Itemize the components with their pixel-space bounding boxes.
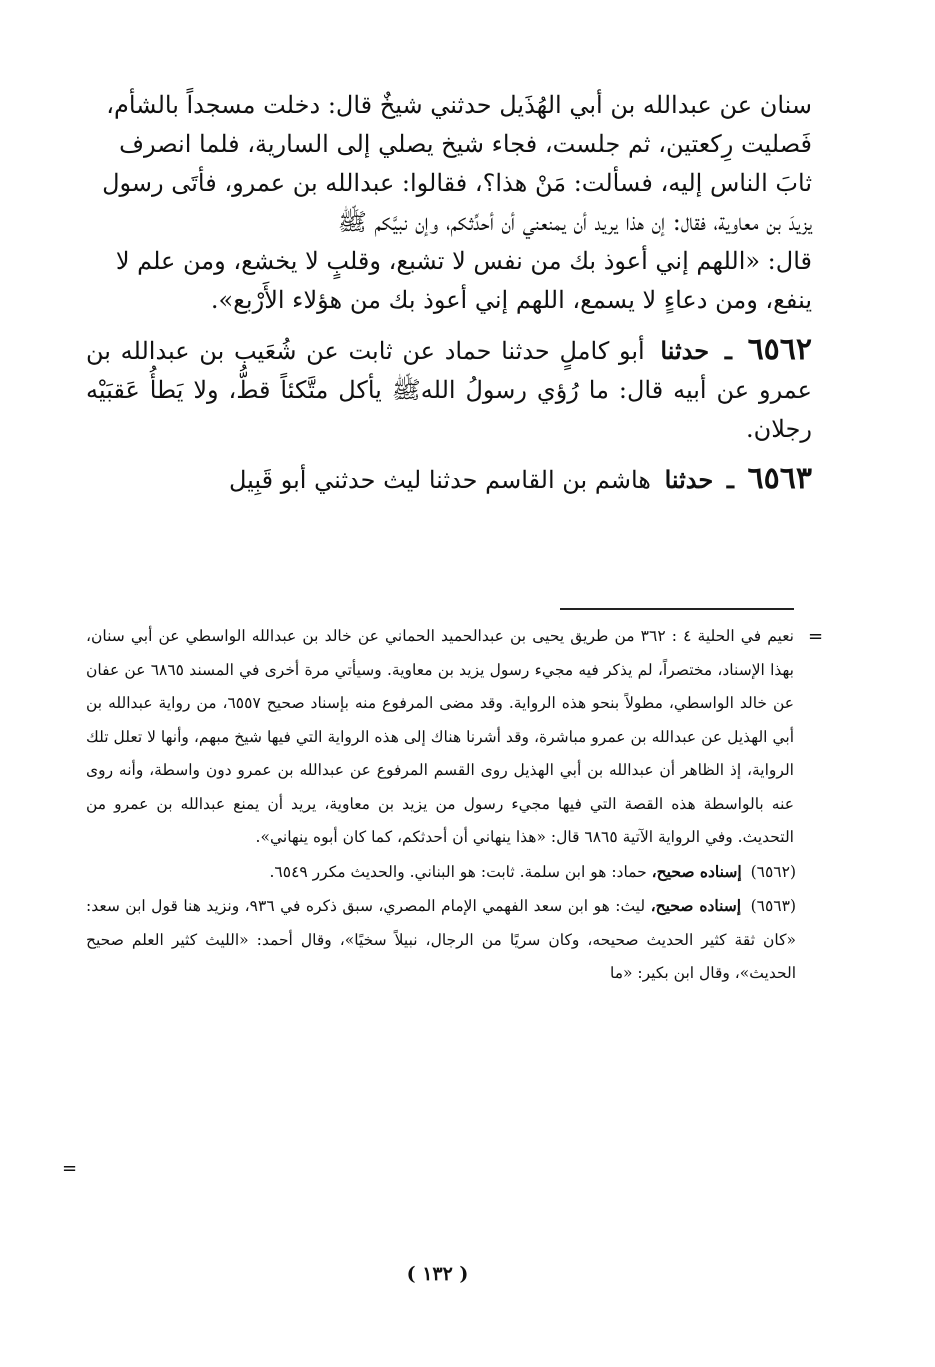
hadith-dash: ـ (724, 336, 732, 365)
footnote-head: إسناده صحيح، (650, 896, 742, 915)
intro-line: يزيدَ بن معاوية، فقال: إن هذا يريد أن يمنعني أن أحدِّثكم، وإن نبيَّكم ﷺ (337, 208, 812, 236)
footnote-divider (560, 608, 794, 610)
hadith-text: أبو كاملٍ حدثنا حماد عن ثابت عن شُعَيب بن عبدالله بن عمرو عن أبيه قال: ما رُؤي رسولُ اللهﷺ يأكل متَّكئاً قطُّ، ولا يَطأُ عَقبَيْه رجلان. (86, 337, 813, 443)
hadith-number: ٦٥٦٢ (747, 332, 813, 367)
footnote-continuation: نعيم في الحلية ٤ : ٣٦٢ من طريق يحيى بن عبدالحميد الحماني عن خالد بن عبدالله الواسطي عن أبي سنان، بهذا الإسناد، مختصراً، لم يذكر فيه مجيء رسول يزيد بن معاوية. وسيأتي مرة أخرى في المسند ٦٨٦٥ عن عفان عن خالد الواسطي، مطولاً بنحو هذه الرواية. وقد مضى المرفوع منه بإسناد صحيح ٦٥٥٧، من رواية عبدالله بن أبي الهذيل عن عبدالله بن عمرو مباشرة، وقد أشرنا هناك إلى هذه الرواية التي فيها شيخ مبهم، وأنها لا تعلل تلك الرواية، إذ الظاهر أن عبدالله بن أبي الهذيل روى القسم المرفوع عن عبدالله بن عمرو دون واسطة، وأنه روى عنه بالواسطة هذه القصة التي فيها مجيء رسول من يزيد بن معاوية، يريد أن يمنع عبدالله بن عمرو من التحديث. وفي الرواية الآتية ٦٨٦٥ قال: «هذا ينهاني أن أحدثكم، كما كان أبوه ينهاني». (86, 627, 794, 846)
intro-line: فَصليت رِكعتين، ثم جلست، فجاء شيخ يصلي إلى السارية، فلما انصرف (119, 130, 812, 158)
hadith-number: ٦٥٦٣ (747, 461, 812, 496)
intro-line: ثابَ الناس إليه، فسألت: مَنْ هذا؟، فقالوا: عبدالله بن عمرو، فأتَى رسول (102, 169, 812, 197)
footnote-text: حماد: هو ابن سلمة. ثابت: هو البناني. والحديث مكرر ٦٥٤٩. (269, 862, 647, 881)
continuation-mark: = (808, 626, 824, 647)
hadith-text: هاشم بن القاسم حدثنا ليث حدثني أبو قَبِيل (228, 466, 651, 494)
main-text (86, 86, 812, 500)
hadith-lead: حدثنا (660, 336, 710, 365)
hadith-lead: حدثنا (664, 465, 714, 494)
page-number: ( ١٣٢ ) (406, 1263, 469, 1285)
intro-line: سنان عن عبدالله بن أبي الهُذَيل حدثني شيخٌ قال: دخلت مسجداً بالشأم، (106, 91, 812, 119)
footnote-number: (٦٥٦٢) (750, 862, 796, 881)
continuation-end-mark: = (62, 1158, 78, 1179)
hadith-6563 (86, 459, 812, 500)
footnote-text: ليث: هو ابن سعد الفهمي الإمام المصري، سبق ذكره في ٩٣٦، ونزيد هنا قول ابن سعد: «كان ثقة كثير الحديث صحيحه، وكان سريًا من الرجال، نبيلاً سخيًا»، وقال أحمد: «الليث كثير العلم صحيح الحديث»، وقال ابن بكير: «ما (86, 897, 796, 982)
footnote-number: (٦٥٦٣) (750, 897, 796, 915)
footnotes (86, 620, 796, 991)
footnote-head: إسناده صحيح، (651, 861, 742, 881)
intro-line: ينفع، ومن دعاءٍ لا يسمع، اللهم إني أعوذ بك من هؤلاء الأَرْبع». (210, 286, 812, 314)
hadith-6562 (86, 330, 812, 449)
footnote-6562 (86, 855, 796, 890)
intro-line: قال: «اللهم إني أعوذ بك من نفس لا تشبع، وقلبٍ لا يخشع، ومن علم لا (115, 247, 812, 275)
footnote-6563 (86, 889, 796, 991)
hadith-dash: ـ (726, 465, 734, 494)
